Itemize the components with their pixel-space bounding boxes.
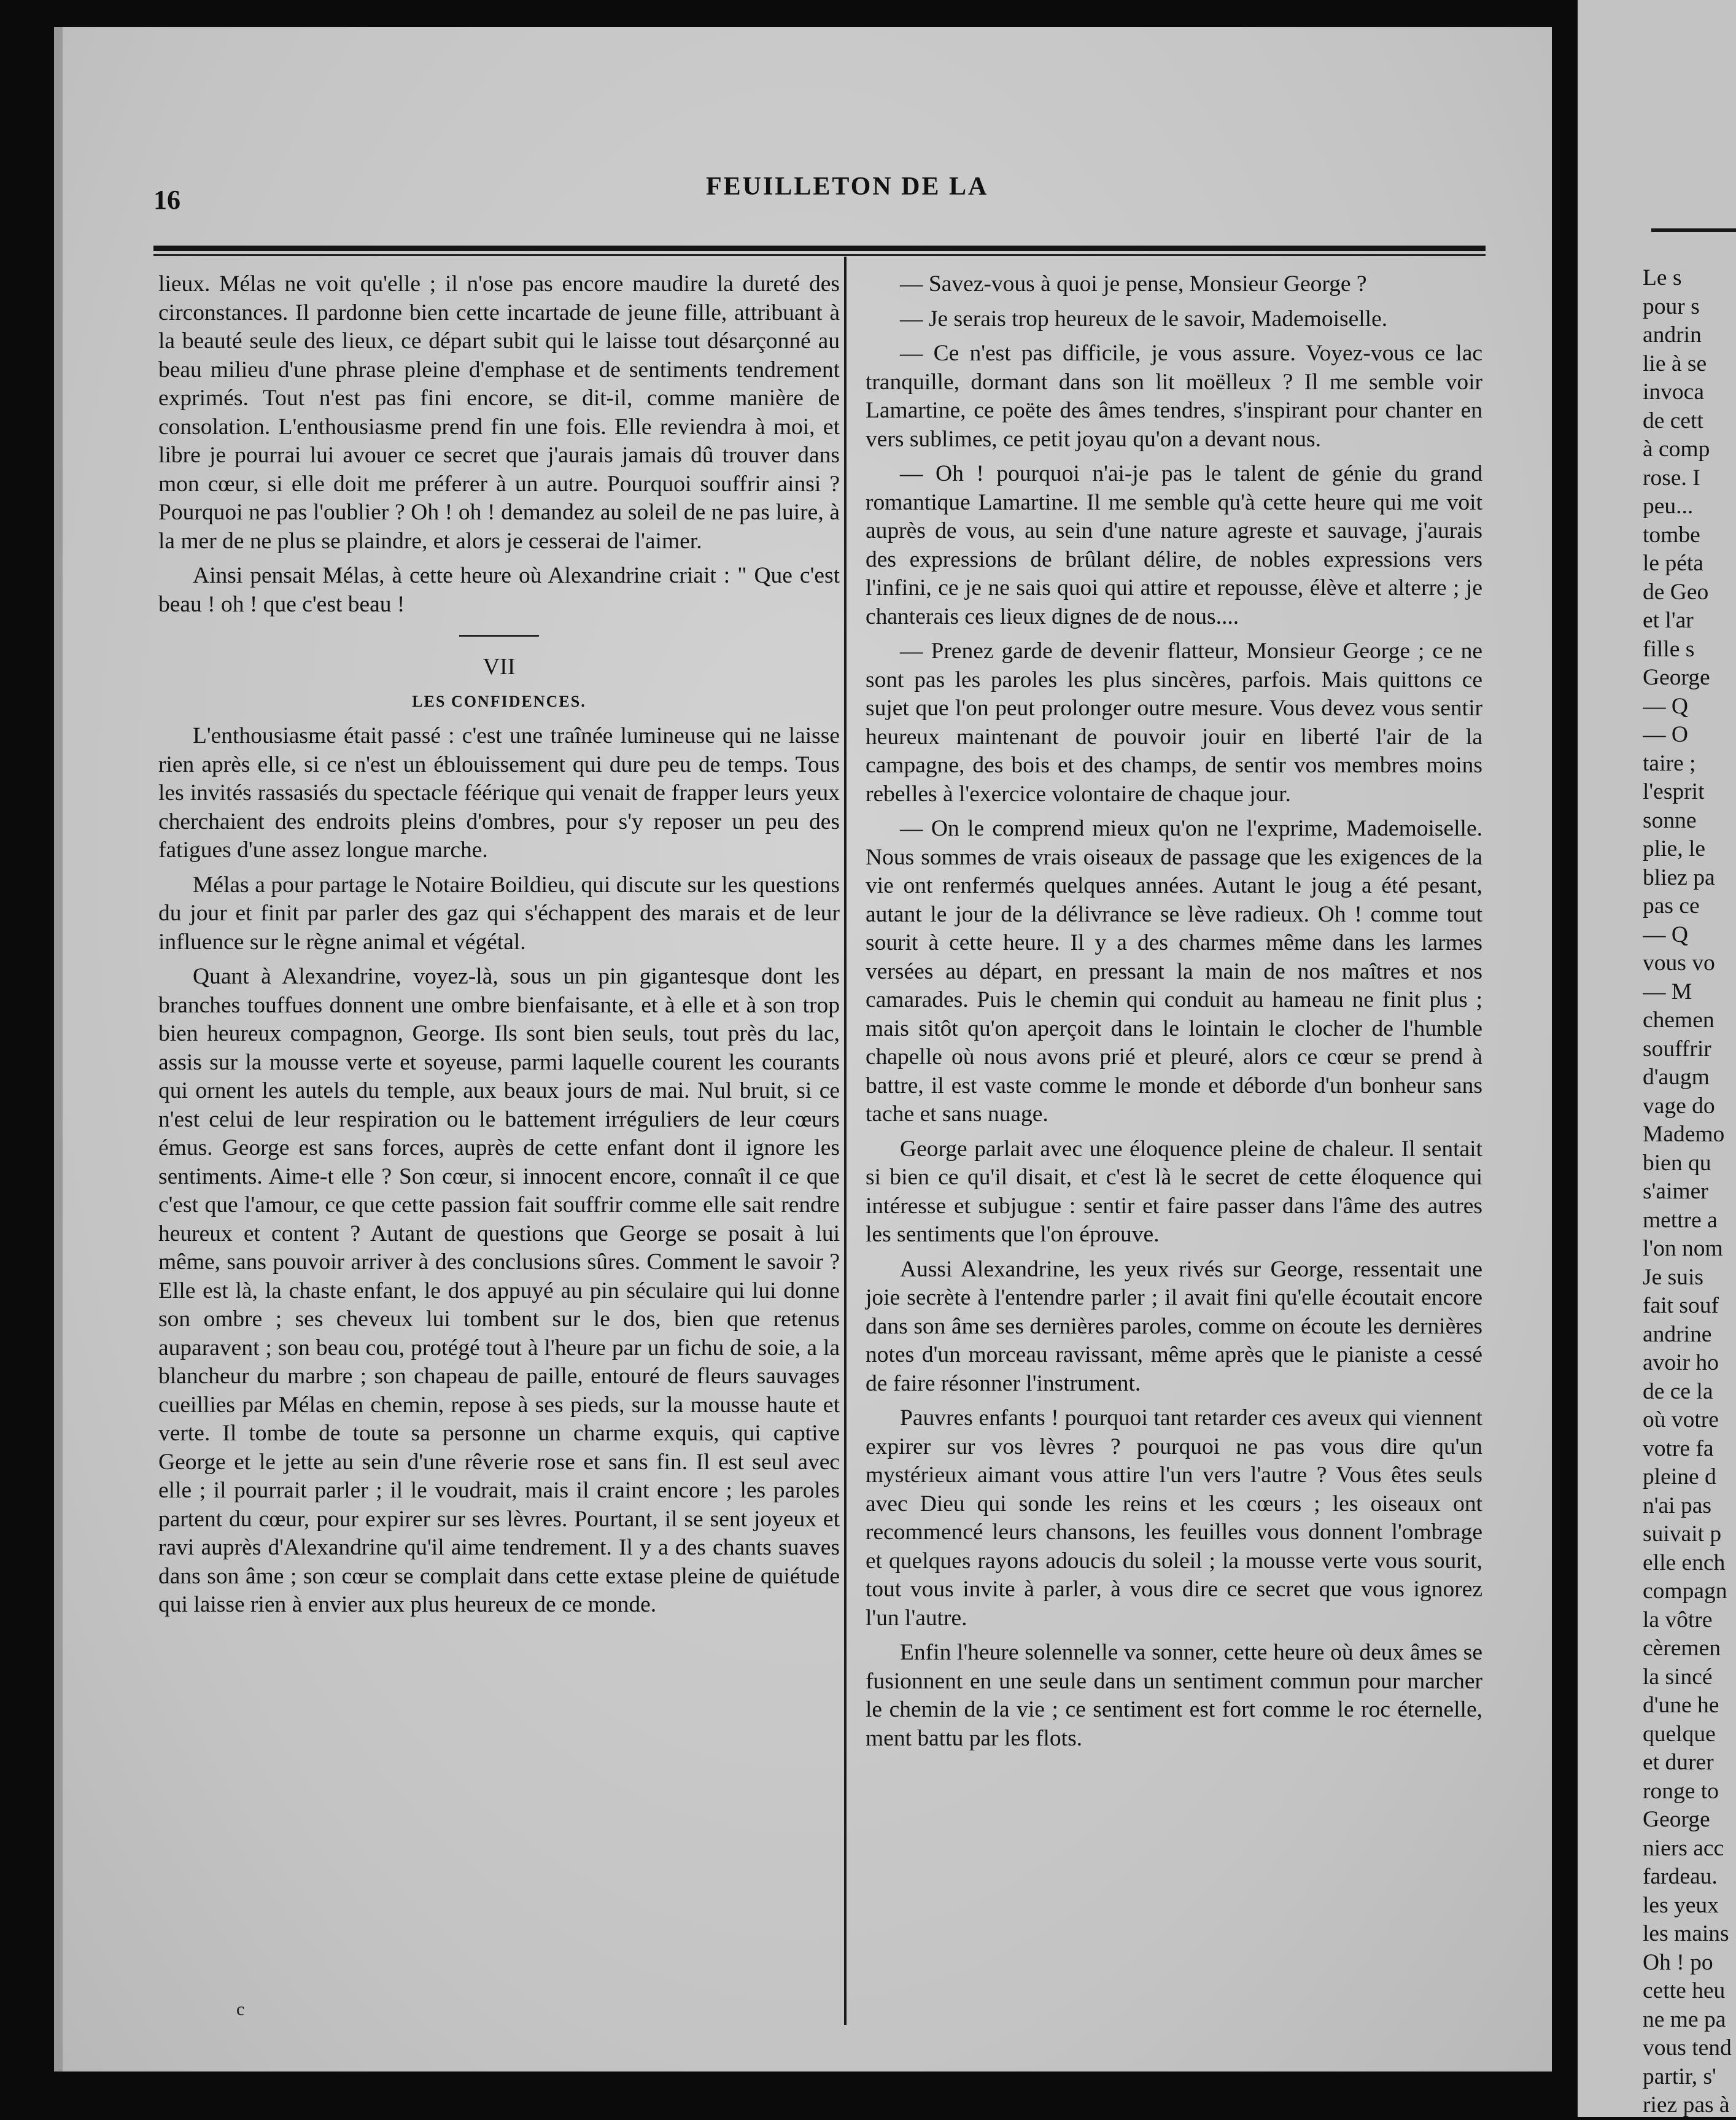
- adjacent-page-line: — O: [1643, 722, 1688, 747]
- page-edge-shadow: [54, 27, 63, 2071]
- paragraph: L'enthousiasme était passé : c'est une traînée lumineuse qui ne laisse rien après elle, si ce n'est un éblouissement qui dure peu de temps. Tous les invités rassasiés du spectacle féérique qui venait de frapper leurs yeux cherchaient des endroits pleins d'ombres, pour s'y reposer un peu des fatigues d'une assez longue marche.: [158, 723, 840, 863]
- adjacent-page-line: — Q: [1643, 693, 1688, 719]
- adjacent-page-rule: [1651, 228, 1736, 232]
- adjacent-page-line: sonne: [1643, 807, 1697, 833]
- adjacent-page-line: lie à se: [1643, 351, 1707, 376]
- adjacent-page-line: et l'ar: [1643, 608, 1694, 633]
- adjacent-page-line: Je suis: [1643, 1264, 1703, 1290]
- adjacent-page-line: s'aimer: [1643, 1179, 1708, 1204]
- paragraph: Aussi Alexandrine, les yeux rivés sur George, ressentait une joie secrète à l'entendre parler ; il avait fini qu'elle écoutait encore dans son âme ses dernières paroles, comme on écoute les dernières notes d'un morceau ravissant, même après que le pianiste a cessé de faire résonner l'instrument.: [866, 1256, 1482, 1396]
- adjacent-page-line: n'ai pas: [1643, 1493, 1711, 1518]
- dialogue-line: — Je serais trop heureux de le savoir, Mademoiselle.: [900, 306, 1388, 332]
- column-divider: [844, 257, 847, 2025]
- adjacent-page-line: andrin: [1643, 322, 1702, 348]
- adjacent-page-line: cèremen: [1643, 1636, 1721, 1661]
- dialogue-line: — Savez-vous à quoi je pense, Monsieur George ?: [900, 271, 1367, 297]
- adjacent-page-line: niers acc: [1643, 1835, 1724, 1861]
- adjacent-page-line: riez pas à: [1643, 2092, 1730, 2118]
- adjacent-page-line: les mains: [1643, 1921, 1729, 1946]
- adjacent-page-line: ronge to: [1643, 1778, 1719, 1804]
- section-separator: [459, 635, 539, 637]
- adjacent-page-line: ne me pa: [1643, 2006, 1726, 2032]
- adjacent-page-line: compagn: [1643, 1578, 1727, 1604]
- adjacent-page-line: andrine: [1643, 1321, 1712, 1347]
- adjacent-page-line: partir, s': [1643, 2064, 1716, 2089]
- dialogue-line: — On le comprend mieux qu'on ne l'exprime, Mademoiselle. Nous sommes de vrais oiseaux de passage que les exigences de la vie ont renfermés quelques années. Autant le joug a été pesant, autant le jour de la délivrance se lève radieux. Oh ! comme tout sourit à cette heure. Il y a des charmes même dans les larmes versées au départ, en pressant la main de nos maîtres et nos camarades. Puis le chemin qui conduit au hameau ne finit plus ; mais sitôt qu'on aperçoit dans le lointain le clocher de l'humble chapelle où nous avons prié et pleuré, alors ce cœur se prend à battre, il est vaste comme le monde et déborde d'un bonheur sans tache et sans nuage.: [866, 816, 1482, 1127]
- adjacent-page-line: l'esprit: [1643, 779, 1705, 804]
- adjacent-page-line: Oh ! po: [1643, 1949, 1713, 1975]
- adjacent-page-line: la sincé: [1643, 1664, 1713, 1690]
- adjacent-page-line: taire ;: [1643, 750, 1696, 776]
- adjacent-page-line: de ce la: [1643, 1378, 1713, 1404]
- adjacent-page-line: d'augm: [1643, 1065, 1710, 1090]
- paragraph: Ainsi pensait Mélas, à cette heure où Alexandrine criait : " Que c'est beau ! oh ! que c'est beau !: [158, 563, 840, 617]
- adjacent-page-line: pour s: [1643, 293, 1700, 319]
- left-column: [158, 270, 840, 1626]
- adjacent-page-line: peu...: [1643, 494, 1694, 519]
- adjacent-page-line: l'on nom: [1643, 1236, 1723, 1261]
- adjacent-page-line: plie, le: [1643, 836, 1706, 861]
- adjacent-page-line: suivait p: [1643, 1521, 1722, 1547]
- adjacent-page-line: Le s: [1643, 265, 1682, 290]
- adjacent-page-line: la vôtre: [1643, 1607, 1713, 1633]
- adjacent-page-line: fait souf: [1643, 1293, 1719, 1318]
- adjacent-page-line: avoir ho: [1643, 1350, 1719, 1375]
- paragraph: Quant à Alexandrine, voyez-là, sous un pin gigantesque dont les branches touffues donnent une ombre bienfaisante, et à elle et à son trop bien heureux compagnon, George. Ils sont bien seuls, tout près du lac, assis sur la mousse verte et soyeuse, parmi laquelle courent les courants qui ornent les autels du temple, aux beaux jours de mai. Nul bruit, si ce n'est celui de leur respiration ou le battement irréguliers de leur cœurs émus. George est sans forces, auprès de cette enfant dont il ignore les sentiments. Aime-t elle ? Son cœur, si innocent encore, connaît il ce que c'est que l'amour, ce que cette passion fait souffrir comme elle sait rendre heureux et content ? Autant de questions que George se posait à lui même, sans pouvoir arriver à des conclusions sûres. Comment le savoir ? Elle est là, la chaste enfant, le dos appuyé au pin séculaire qui lui donne son ombre ; ses cheveux lui tombent sur le dos, bien que retenus auparavent ; son beau cou, protégé tout à l'heure par un fichu de soie, a la blancheur du marbre ; son chapeau de paille, entouré de fleurs sauvages cueillies par Mélas en chemin, repose à ses pieds, sur la mousse haute et verte. Il tombe de toute sa personne un charme exquis, qui captive George et le jette au sein d'une rêverie rose et sans fin. Il est seul avec elle ; il pourrait parler ; il le voudrait, mais il craint encore ; les paroles partent du cœur, pour expirer sur ses lèvres. Pourtant, il se sent joyeux et ravi auprès d'Alexandrine qu'il aime tendrement. Il y a des chants suaves dans son âme ; son cœur se complait dans cette extase pleine de quiétude qui laisse rien à envier aux plus heureux de ce monde.: [158, 964, 840, 1617]
- paragraph: George parlait avec une éloquence pleine de chaleur. Il sentait si bien ce qu'il disait, et c'est là le secret de cette éloquence qui intéresse et subjugue : sentir et faire passer dans l'âme des autres les sentiments que l'on éprouve.: [866, 1136, 1482, 1247]
- right-column: [866, 270, 1482, 1759]
- adjacent-page-line: vage do: [1643, 1093, 1715, 1119]
- chapter-title: LES CONFIDENCES.: [412, 692, 586, 710]
- adjacent-page-line: d'une he: [1643, 1693, 1719, 1718]
- adjacent-page-line: invoca: [1643, 379, 1704, 405]
- adjacent-page-line: vous vo: [1643, 950, 1715, 976]
- adjacent-page-line: rose. I: [1643, 465, 1700, 491]
- paragraph: lieux. Mélas ne voit qu'elle ; il n'ose pas encore maudire la dureté des circonstances. Il pardonne bien cette incartade de jeune fille, attribuant à la beauté seule des lieux, ce départ subit qui le laisse tout désarçonné au beau milieu d'une phrase pleine d'emphase et de sentiments tendrement exprimés. Tout n'est pas fini encore, se dit-il, comme manière de consolation. L'enthousiasme prend fin une fois. Elle reviendra à moi, et libre je pourrai lui avouer ce secret que j'aurais jamais dû trouver dans mon cœur, si elle doit me préferer à un autre. Pourquoi souffrir ainsi ? Pourquoi ne pas l'oublier ? Oh ! oh ! demandez au soleil de ne pas luire, à la mer de ne plus se plaindre, et alors je cesserai de l'aimer.: [158, 271, 840, 554]
- adjacent-page-line: Mademo: [1643, 1122, 1725, 1147]
- dialogue-line: — Prenez garde de devenir flatteur, Monsieur George ; ce ne sont pas les paroles les plus sincères, parfois. Mais quittons ce sujet que l'on peut prolonger outre mesure. Vous devez vous sentir heureux maintenant de pouvoir jouir en liberté l'air de la campagne, des bois et des champs, de sentir vos membres moins rebelles à l'exercice volontaire de chaque jour.: [866, 639, 1482, 807]
- header-rule-thick: [153, 246, 1486, 251]
- adjacent-page-line: mettre a: [1643, 1207, 1718, 1233]
- adjacent-page-line: — M: [1643, 979, 1692, 1004]
- adjacent-page-line: George: [1643, 1807, 1710, 1832]
- adjacent-page-line: elle ench: [1643, 1550, 1726, 1575]
- adjacent-page-line: pleine d: [1643, 1464, 1716, 1489]
- running-head: FEUILLETON DE LA: [706, 173, 989, 201]
- adjacent-page-line: vous tend: [1643, 2035, 1732, 2060]
- adjacent-page-line: où votre: [1643, 1407, 1719, 1432]
- adjacent-page-line: votre fa: [1643, 1435, 1714, 1461]
- adjacent-page-line: de cett: [1643, 408, 1703, 433]
- adjacent-page-line: quelque: [1643, 1721, 1716, 1747]
- adjacent-page-line: les yeux: [1643, 1892, 1719, 1918]
- adjacent-page-line: George: [1643, 665, 1710, 690]
- adjacent-page-line: fardeau.: [1643, 1864, 1718, 1889]
- paragraph: Enfin l'heure solennelle va sonner, cette heure où deux âmes se fusionnent en une seule dans un sentiment commun pour marcher le chemin de la vie ; ce sentiment est fort comme le roc éternelle, ment battu par les flots.: [866, 1640, 1482, 1751]
- header-rule-thin: [153, 254, 1486, 256]
- adjacent-page-line: tombe: [1643, 522, 1700, 548]
- dialogue-line: — Oh ! pourquoi n'ai-je pas le talent de génie du grand romantique Lamartine. Il me semble qu'à cette heure qui me voit auprès de vous, au sein d'une nature agreste et sauvage, j'aurais des expressions de brûlant délire, de nobles expressions vers l'infini, ce je ne sais quoi qui attire et repousse, élève et alterre ; je chanterais ces lieux dignes de de nous....: [866, 461, 1482, 629]
- footer-mark: c: [236, 1999, 245, 2019]
- adjacent-page-line: souffrir: [1643, 1036, 1711, 1062]
- adjacent-page-line: cette heu: [1643, 1978, 1726, 2003]
- adjacent-page-line: et durer: [1643, 1750, 1714, 1775]
- adjacent-page-line: de Geo: [1643, 579, 1709, 605]
- page-number: 16: [153, 185, 180, 215]
- dialogue-line: — Ce n'est pas difficile, je vous assure. Voyez-vous ce lac tranquille, dormant dans son lit moëlleux ? Il me semble voir Lamartine, ce poëte des âmes tendres, s'inspirant pour chanter en vers sublimes, ce petit joyau qu'on a devant nous.: [866, 341, 1482, 452]
- adjacent-page-line: fille s: [1643, 636, 1695, 662]
- adjacent-page-line: bien qu: [1643, 1150, 1711, 1176]
- adjacent-page-line: bliez pa: [1643, 864, 1715, 890]
- paragraph: Mélas a pour partage le Notaire Boildieu, qui discute sur les questions du jour et finit par parler des gaz qui s'échappent des marais et de leur influence sur le règne animal et végétal.: [158, 872, 840, 955]
- adjacent-page-text: [1643, 264, 1736, 2120]
- adjacent-page-line: le péta: [1643, 551, 1703, 576]
- chapter-number: VII: [482, 654, 516, 680]
- adjacent-page-line: chemen: [1643, 1008, 1715, 1033]
- adjacent-page-line: à comp: [1643, 437, 1710, 462]
- adjacent-page-line: — Q: [1643, 922, 1688, 947]
- paragraph: Pauvres enfants ! pourquoi tant retarder ces aveux qui viennent expirer sur vos lèvres ? pourquoi ne pas vous dire qu'un mystérieux aimant vous attire l'un vers l'autre ? Vous êtes seuls avec Dieu qui sonde les reins et les cœurs ; les oiseaux ont recommencé leurs chansons, les feuilles vous donnent l'ombrage et quelques rayons adoucis du soleil ; la mousse verte vous sourit, tout vous invite à parler, à vous dire ce secret que vous ignorez l'un l'autre.: [866, 1405, 1482, 1631]
- adjacent-page-line: pas ce: [1643, 893, 1700, 918]
